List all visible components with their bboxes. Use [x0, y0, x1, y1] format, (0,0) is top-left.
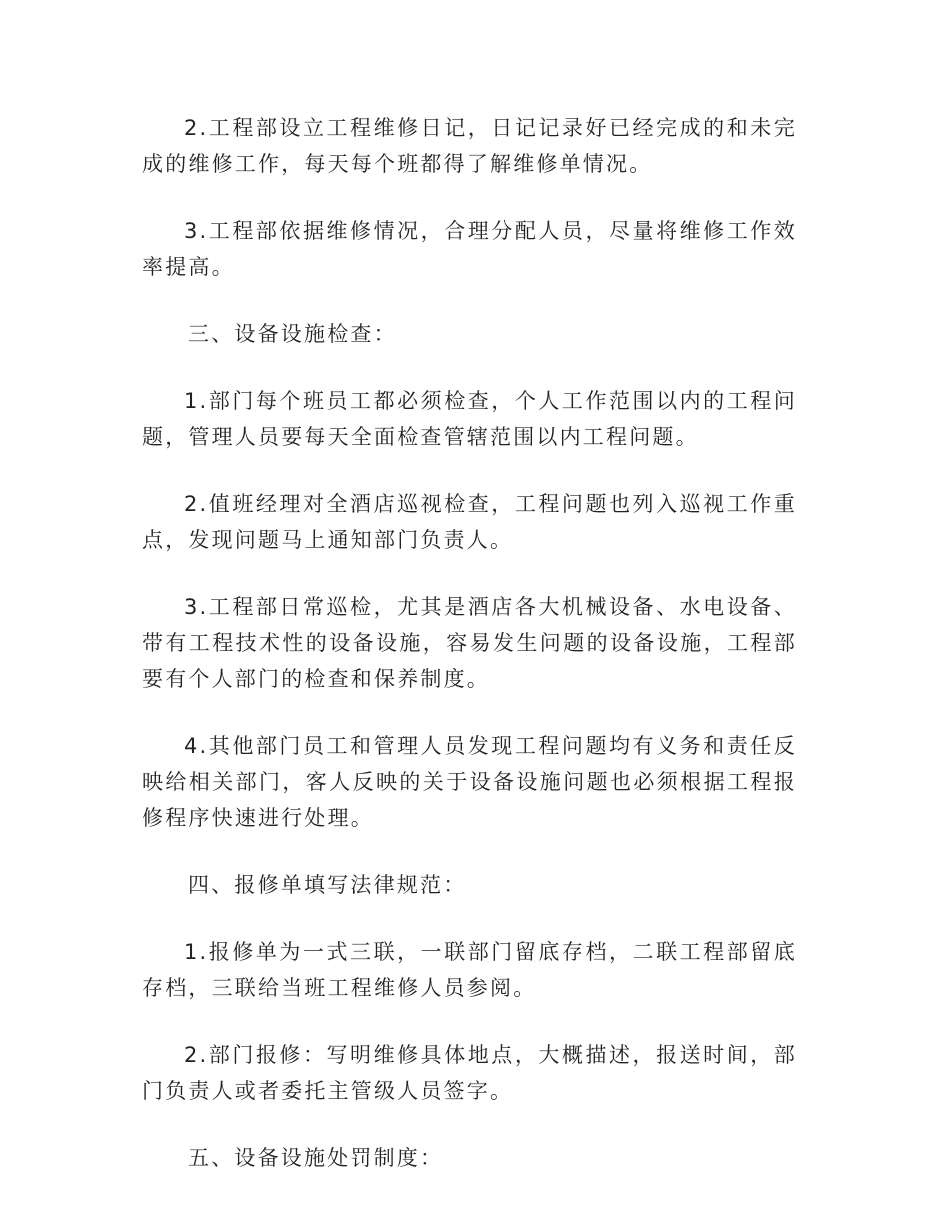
paragraph-3-staff-allocation: 3.工程部依据维修情况，合理分配人员，尽量将维修工作效率提高。	[142, 219, 797, 279]
section-heading-penalties: 五、设备设施处罚制度：	[188, 1146, 444, 1170]
document-body	[142, 110, 797, 1207]
paragraph-inspection-2: 2.值班经理对全酒店巡视检查，工程问题也列入巡视工作重点，发现问题马上通知部门负责人。	[142, 492, 797, 552]
paragraph-inspection-1: 1.部门每个班员工都必须检查，个人工作范围以内的工程问题，管理人员要每天全面检查管辖范围以内工程问题。	[142, 389, 797, 449]
paragraph-repair-form-1: 1.报修单为一式三联，一联部门留底存档，二联工程部留底存档，三联给当班工程维修人员参阅。	[142, 940, 797, 1000]
paragraph-repair-form-2: 2.部门报修：写明维修具体地点，大概描述，报送时间，部门负责人或者委托主管级人员签字。	[142, 1043, 797, 1103]
section-heading-inspection: 三、设备设施检查：	[188, 322, 397, 346]
paragraph-2-repair-log: 2.工程部设立工程维修日记，日记记录好已经完成的和未完成的维修工作，每天每个班都得了解维修单情况。	[142, 116, 797, 176]
section-heading-repair-form: 四、报修单填写法律规范：	[188, 873, 467, 897]
paragraph-inspection-4: 4.其他部门员工和管理人员发现工程问题均有义务和责任反映给相关部门，客人反映的关于设备设施问题也必须根据工程报修程序快速进行处理。	[142, 734, 797, 830]
paragraph-inspection-3: 3.工程部日常巡检，尤其是酒店各大机械设备、水电设备、带有工程技术性的设备设施，容易发生问题的设备设施，工程部要有个人部门的检查和保养制度。	[142, 595, 797, 691]
